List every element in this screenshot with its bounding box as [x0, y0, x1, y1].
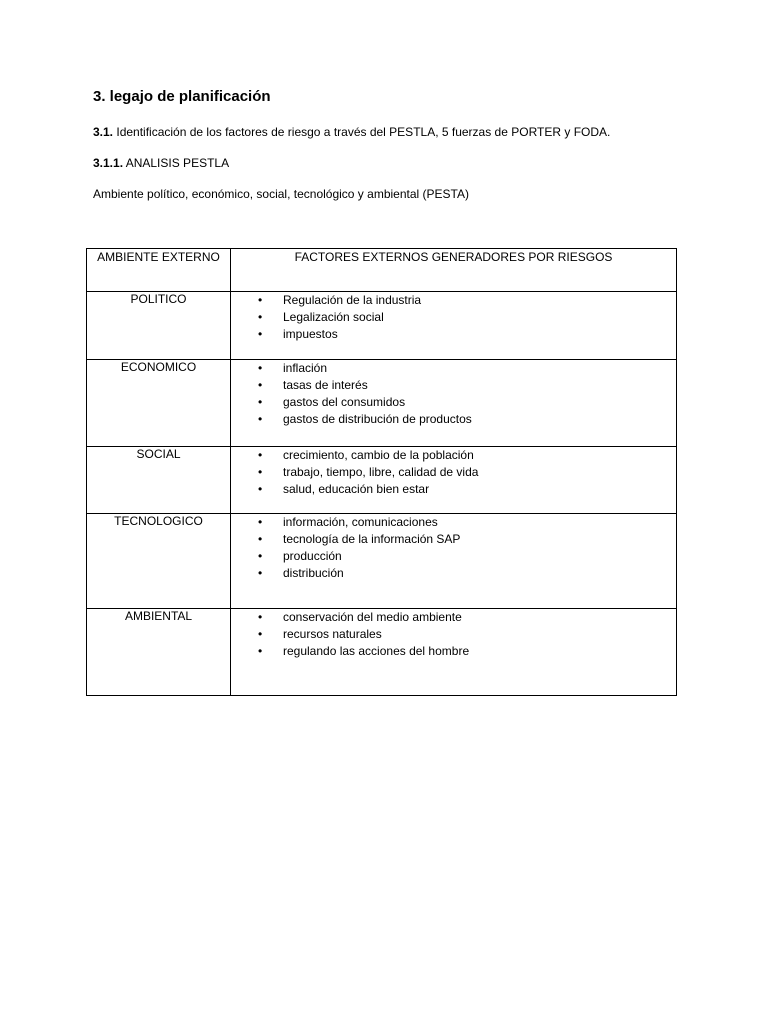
factors-cell [231, 360, 677, 447]
header-factores-externos: FACTORES EXTERNOS GENERADORES POR RIESGOS [231, 249, 677, 292]
list-item [231, 292, 676, 309]
factor-text: conservación del medio ambiente [283, 610, 462, 624]
section-text: Identificación de los factores de riesgo a través del PESTLA, 5 fuerzas de PORTER y FODA. [116, 125, 611, 139]
section-heading [93, 125, 610, 139]
header-ambiente-externo: AMBIENTE EXTERNO [87, 249, 231, 292]
list-item [231, 643, 676, 660]
bullet-icon: • [258, 627, 263, 641]
document-heading: 3. legajo de planificación [93, 88, 271, 105]
list-item [231, 360, 676, 377]
list-item [231, 377, 676, 394]
intro-paragraph: Ambiente político, económico, social, tecnológico y ambiental (PESTA) [93, 187, 469, 201]
list-item [231, 565, 676, 582]
category-ambiental: AMBIENTAL [87, 609, 231, 696]
category-social: SOCIAL [87, 447, 231, 514]
factor-text: regulando las acciones del hombre [283, 644, 470, 658]
list-item [231, 626, 676, 643]
bullet-icon: • [258, 310, 263, 324]
bullet-icon: • [258, 448, 263, 462]
factor-text: gastos del consumidos [283, 395, 406, 409]
factor-list [231, 447, 676, 498]
bullet-icon: • [258, 532, 263, 546]
bullet-icon: • [258, 465, 263, 479]
table-row [87, 514, 677, 609]
list-item [231, 464, 676, 481]
bullet-icon: • [258, 412, 263, 426]
factors-cell [231, 292, 677, 360]
factor-text: tasas de interés [283, 378, 368, 392]
factor-text: producción [283, 549, 342, 563]
list-item [231, 514, 676, 531]
bullet-icon: • [258, 378, 263, 392]
factor-text: recursos naturales [283, 627, 382, 641]
list-item [231, 481, 676, 498]
list-item [231, 548, 676, 565]
bullet-icon: • [258, 482, 263, 496]
list-item [231, 531, 676, 548]
bullet-icon: • [258, 327, 263, 341]
factors-cell [231, 514, 677, 609]
list-item [231, 394, 676, 411]
bullet-icon: • [258, 644, 263, 658]
factor-text: información, comunicaciones [283, 515, 438, 529]
table-row [87, 447, 677, 514]
list-item [231, 447, 676, 464]
subsection-heading [93, 156, 229, 170]
factor-list [231, 360, 676, 428]
bullet-icon: • [258, 566, 263, 580]
list-item [231, 411, 676, 428]
list-item [231, 609, 676, 626]
factors-cell [231, 447, 677, 514]
bullet-icon: • [258, 395, 263, 409]
factor-text: distribución [283, 566, 344, 580]
section-number: 3.1. [93, 125, 114, 139]
subsection-text: ANALISIS PESTLA [125, 156, 230, 170]
bullet-icon: • [258, 610, 263, 624]
table-header-row [87, 249, 677, 292]
factor-text: inflación [283, 361, 328, 375]
factor-text: impuestos [283, 327, 338, 341]
subsection-number: 3.1.1. [93, 156, 124, 170]
table-row [87, 360, 677, 447]
factor-list [231, 609, 676, 660]
list-item [231, 309, 676, 326]
factor-text: Legalización social [283, 310, 384, 324]
category-tecnologico: TECNOLOGICO [87, 514, 231, 609]
bullet-icon: • [258, 293, 263, 307]
factor-text: Regulación de la industria [283, 293, 422, 307]
bullet-icon: • [258, 549, 263, 563]
factor-text: tecnología de la información SAP [283, 532, 461, 546]
list-item [231, 326, 676, 343]
category-economico: ECONOMICO [87, 360, 231, 447]
factor-text: gastos de distribución de productos [283, 412, 472, 426]
factor-list [231, 514, 676, 582]
pestla-table [86, 248, 677, 696]
factor-list [231, 292, 676, 343]
factor-text: salud, educación bien estar [283, 482, 430, 496]
bullet-icon: • [258, 515, 263, 529]
bullet-icon: • [258, 361, 263, 375]
factors-cell [231, 609, 677, 696]
factor-text: trabajo, tiempo, libre, calidad de vida [283, 465, 479, 479]
factor-text: crecimiento, cambio de la población [283, 448, 474, 462]
table-row [87, 609, 677, 696]
table-row [87, 292, 677, 360]
category-politico: POLITICO [87, 292, 231, 360]
